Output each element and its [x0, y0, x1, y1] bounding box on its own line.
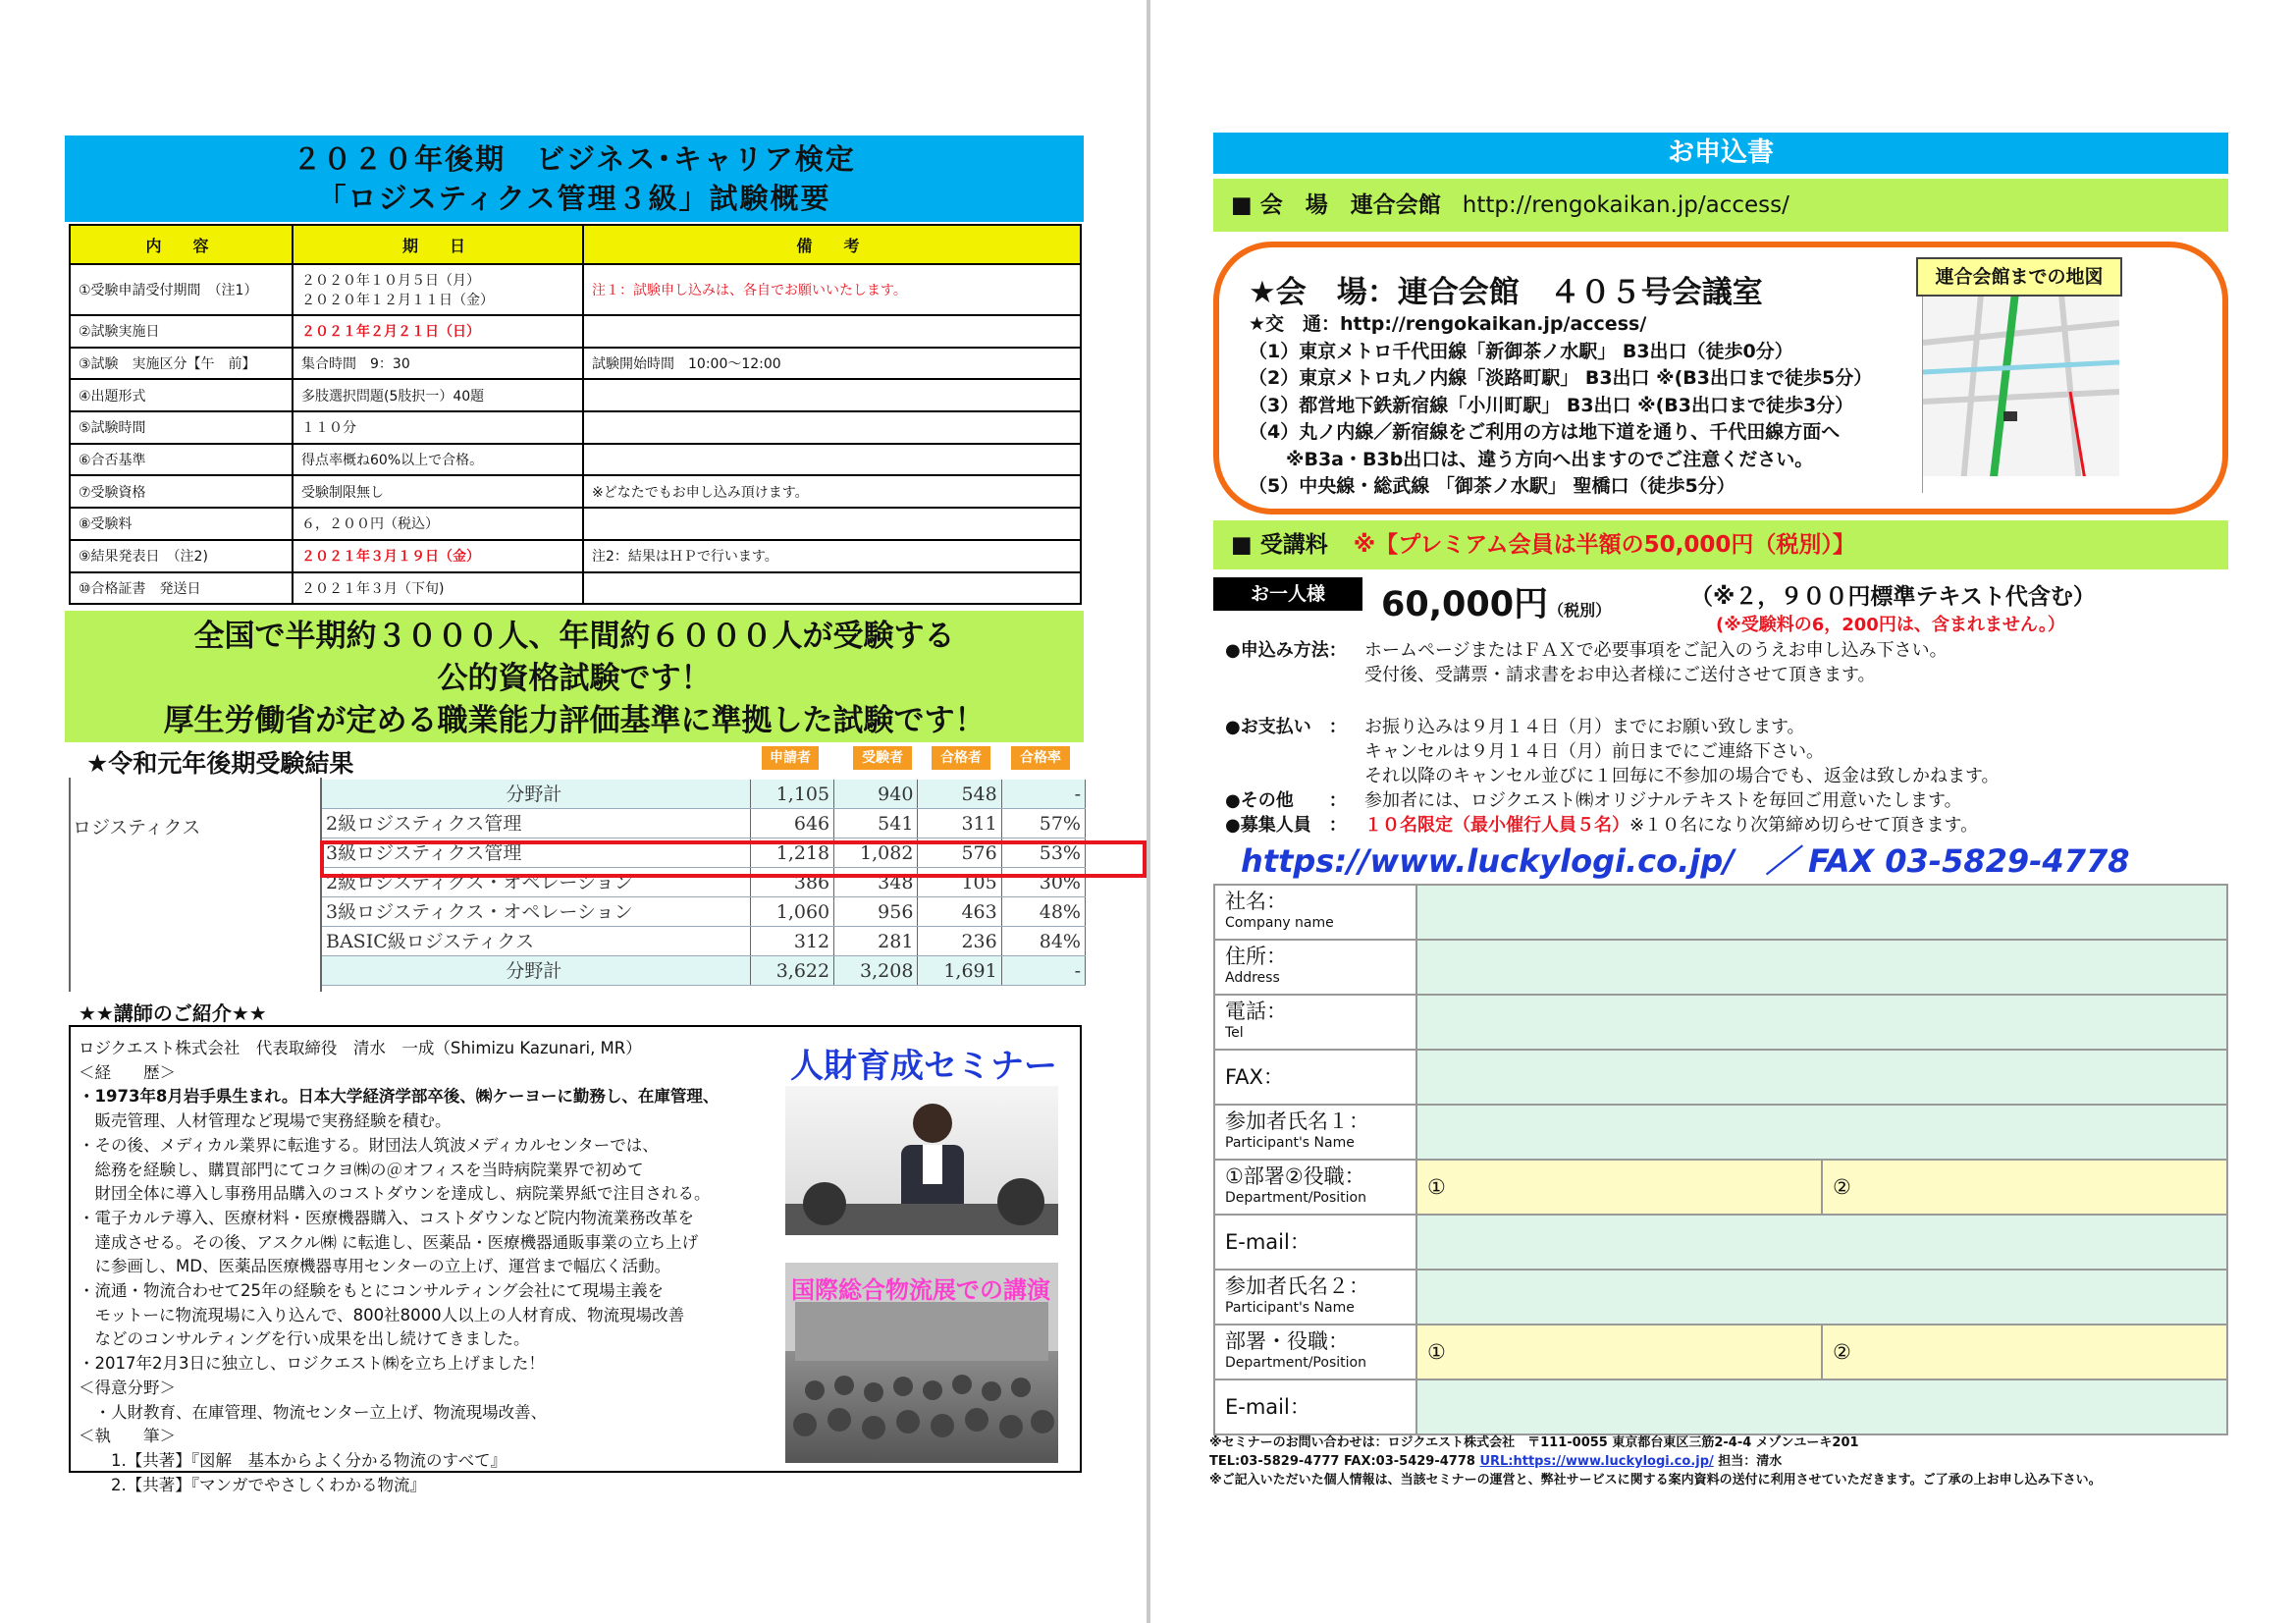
- expo-label: 国際総合物流展での講演: [791, 1276, 1050, 1304]
- overview-date: [293, 444, 583, 476]
- overview-item: ⑥合否基準: [70, 444, 293, 476]
- form-label-text: 参加者氏名２：: [1225, 1274, 1369, 1298]
- results-value: 312: [751, 927, 834, 955]
- results-row: [322, 927, 1086, 956]
- overview-item: ⑧受験料: [70, 508, 293, 540]
- results-value: 3,208: [834, 956, 918, 985]
- overview-date: [293, 475, 583, 508]
- venue-url-link[interactable]: http://rengokaikan.jp/access/: [1462, 192, 1789, 218]
- form-label-sub: Tel: [1225, 1025, 1244, 1041]
- overview-date: [293, 411, 583, 444]
- exam-title-line1: ２０２０年後期 ビジネス･キャリア検定: [293, 142, 856, 176]
- results-value: 281: [834, 927, 918, 955]
- results-value: 3,622: [751, 956, 834, 985]
- form-input-1[interactable]: [1416, 1160, 1822, 1215]
- form-label-text: 電話：: [1225, 1000, 1287, 1023]
- form-row: [1214, 1325, 2227, 1380]
- form-input[interactable]: [1416, 995, 2227, 1050]
- footer-line1: ※セミナーのお問い合わせは：ロジクエスト株式会社 〒111-0055 東京都台東区三筋2-4-4 メゾンユーキ201: [1209, 1435, 1859, 1450]
- instructor-line: ・2017年2月3日に独立し、ロジクエスト㈱を立ち上げました！: [79, 1354, 545, 1374]
- exam-fee-excluded-note: (※受験料の6，200円は、含まれません。）: [1716, 615, 2065, 635]
- results-value: 57%: [1002, 809, 1086, 838]
- instructor-line: ＜経 歴＞: [79, 1062, 176, 1082]
- results-label: 2級ロジスティクス・オペレーション: [322, 868, 751, 896]
- form-label-text: FAX：: [1225, 1065, 1284, 1089]
- form-label-sub: Participant's Name: [1225, 1300, 1355, 1316]
- overview-item: ④出題形式: [70, 379, 293, 411]
- overview-note: 注2：結果はＨＰで行います。: [583, 540, 1081, 572]
- form-input[interactable]: [1416, 1105, 2227, 1160]
- overview-note: [583, 508, 1081, 540]
- price-label: お一人様: [1213, 577, 1362, 611]
- overview-row: [70, 475, 1081, 508]
- access-line: （4）丸ノ内線／新宿線をご利用の方は地下道を通り、千代田線方面へ: [1249, 421, 1841, 443]
- instructor-line: 1.【共著】『図解 基本からよく分かる物流のすべて』: [79, 1450, 507, 1470]
- col-header-content: 内 容: [70, 225, 293, 264]
- overview-date: [293, 348, 583, 380]
- results-value: 1,218: [751, 839, 834, 867]
- price-tax: （税別）: [1548, 601, 1612, 620]
- overview-date: [293, 264, 583, 315]
- form-label: [1214, 885, 1416, 940]
- overview-item: ⑤試験時間: [70, 411, 293, 444]
- overview-date: [293, 315, 583, 348]
- col-header-date: 期 日: [293, 225, 583, 264]
- results-value: 463: [918, 897, 1001, 926]
- form-input-2[interactable]: [1822, 1325, 2227, 1380]
- footer-url-link[interactable]: URL:https://www.luckylogi.co.jp/: [1479, 1454, 1714, 1469]
- results-value: 548: [918, 780, 1001, 808]
- results-value: 386: [751, 868, 834, 896]
- apply-line2: 受付後、受講票・請求書をお申込者様にご送付させて頂きます。: [1364, 665, 1876, 685]
- text-included-note: （※２，９００円標準テキスト代含む）: [1690, 584, 2096, 610]
- form-label-text: ①部署②役職：: [1225, 1164, 1365, 1188]
- apply-line1: ホームページまたはＦＡＸで必要事項をご記入のうえお申し込み下さい。: [1364, 640, 1948, 661]
- results-value: 53%: [1002, 839, 1086, 867]
- price: [1381, 577, 1611, 626]
- form-input-marker: ②: [1833, 1340, 1851, 1364]
- exam-promo-box: [65, 611, 1084, 742]
- form-input-marker: ①: [1427, 1340, 1446, 1364]
- overview-date-line1: 受験制限無し: [301, 484, 384, 501]
- results-value: 1,691: [918, 956, 1001, 985]
- seminar-label: 人財育成セミナー: [790, 1047, 1057, 1086]
- instructor-line: ・1973年8月岩手県生まれ。日本大学経済学部卒後、㈱ケーヨーに勤務し、在庫管理、: [79, 1087, 720, 1107]
- results-title: ★令和元年後期受験結果: [86, 749, 354, 778]
- overview-row: [70, 572, 1081, 605]
- recruit-limit: １０名限定（最小催行人員５名）: [1364, 815, 1629, 836]
- instructor-line: 販売管理、人材管理など現場で実務経験を積む。: [79, 1111, 452, 1131]
- exam-title-line2: 「ロジスティクス管理３級」試験概要: [317, 182, 831, 215]
- overview-note: [583, 572, 1081, 605]
- access-line: （5）中央線・総武線 「御茶ノ水駅」 聖橋口（徒歩5分）: [1249, 475, 1735, 497]
- access-line: （2）東京メトロ丸ノ内線「淡路町駅」 B3出口 ※(B3出口まで徒歩5分）: [1249, 367, 1873, 389]
- overview-row: [70, 348, 1081, 380]
- apply-label: ●申込み方法：: [1225, 640, 1347, 661]
- instructor-line: などのコンサルティングを行い成果を出し続けてきました。: [79, 1329, 530, 1349]
- overview-note: [583, 379, 1081, 411]
- overview-date: [293, 572, 583, 605]
- footer-tel-fax: TEL:03-5829-4777 FAX:03-5429-4778: [1209, 1454, 1480, 1469]
- overview-date-line1: ６，２００円（税込）: [301, 516, 439, 533]
- overview-item: ⑦受験資格: [70, 475, 293, 508]
- results-row: [322, 809, 1086, 839]
- form-label: [1214, 1270, 1416, 1325]
- overview-item: ⑩合格証書 発送日: [70, 572, 293, 605]
- overview-date-line1: 多肢選択問題(5肢択一）40題: [301, 388, 485, 405]
- results-value: 541: [834, 809, 918, 838]
- overview-date-line1: ２０２１年３月１９日（金）: [301, 549, 480, 566]
- instructor-line: ・その後、メディカル業界に転進する。財団法人筑波メディカルセンターでは、: [79, 1135, 659, 1155]
- access-line: （3）都営地下鉄新宿線「小川町駅」 B3出口 ※(B3出口まで徒歩3分）: [1249, 394, 1854, 416]
- form-input-marker: ②: [1833, 1175, 1851, 1199]
- results-value: 1,082: [834, 839, 918, 867]
- other-label: ●その他 ：: [1225, 790, 1347, 811]
- footer-line2: [1209, 1452, 2236, 1471]
- overview-item: ②試験実施日: [70, 315, 293, 348]
- results-label: 3級ロジスティクス・オペレーション: [322, 897, 751, 926]
- venue-bar: [1213, 179, 2228, 232]
- form-label-sub: Company name: [1225, 915, 1334, 931]
- fee-label: ■ 受講料: [1231, 532, 1328, 558]
- contact-footer: [1209, 1434, 2236, 1489]
- overview-note: [583, 315, 1081, 348]
- application-page: [1150, 0, 2296, 1623]
- instructor-line: ・電子カルテ導入、医療材料・医療機器購入、コストダウンなど院内物流業務改革を: [79, 1208, 694, 1227]
- instructor-line: モットーに物流現場に入り込んで、800社8000人以上の人材育成、物流現場改善: [79, 1305, 685, 1325]
- results-value: 1,105: [751, 780, 834, 808]
- results-label: 分野計: [322, 780, 751, 808]
- results-label: 2級ロジスティクス管理: [322, 809, 751, 838]
- overview-date-line1: ２０２１年２月２１日（日）: [301, 324, 480, 341]
- pay-line3: それ以降のキャンセル並びに１回毎に不参加の場合でも、返金は致しかねます。: [1364, 766, 2000, 786]
- form-row: [1214, 885, 2227, 940]
- form-row: [1214, 1160, 2227, 1215]
- results-value: 236: [918, 927, 1001, 955]
- promo-line2: 公的資格試験です！: [437, 661, 712, 696]
- overview-row: [70, 508, 1081, 540]
- form-label: [1214, 1325, 1416, 1380]
- recruit-label: ●募集人員 ：: [1225, 815, 1347, 836]
- map-label: 連合会館までの地図: [1916, 257, 2122, 297]
- venue-map: [1922, 283, 2118, 493]
- results-value: -: [1002, 780, 1086, 808]
- overview-note: [583, 411, 1081, 444]
- overview-note: [583, 444, 1081, 476]
- overview-date-line2: ２０２０年１２月１１日（金）: [301, 293, 494, 308]
- promo-line3: 厚生労働省が定める職業能力評価基準に準拠した試験です！: [163, 703, 986, 738]
- overview-row: [70, 411, 1081, 444]
- form-label: [1214, 1050, 1416, 1105]
- col-header-note: 備 考: [583, 225, 1081, 264]
- access-line: ※B3a・B3b出口は、違う方向へ出ますのでご注意ください。: [1249, 448, 1814, 470]
- overview-item: ①受験申請受付期間 （注1）: [70, 264, 293, 315]
- instructor-line: 総務を経験し、購買部門にてコクヨ㈱の＠オフィスを当時病院業界で初めて: [79, 1160, 644, 1179]
- results-value: 48%: [1002, 897, 1086, 926]
- form-label-text: 部署・役職：: [1225, 1329, 1349, 1353]
- results-label: 3級ロジスティクス管理: [322, 839, 751, 867]
- form-input[interactable]: [1416, 1380, 2227, 1434]
- overview-item: ③試験 実施区分【午 前】: [70, 348, 293, 380]
- venue-label: ■ 会 場 連合会館: [1231, 192, 1441, 218]
- form-label-text: 社名：: [1225, 890, 1287, 913]
- overview-note: ※どなたでもお申し込み頂けます。: [583, 475, 1081, 508]
- recruit-line: [1364, 813, 1978, 838]
- results-row: [322, 897, 1086, 927]
- results-value: 105: [918, 868, 1001, 896]
- form-label: [1214, 1105, 1416, 1160]
- results-value: 30%: [1002, 868, 1086, 896]
- instructor-line: ・人財教育、在庫管理、物流センター立上げ、物流現場改善、: [79, 1402, 548, 1422]
- fee-bar: [1213, 520, 2228, 569]
- form-label-sub: Department/Position: [1225, 1190, 1366, 1206]
- instructor-line: に参画し、MD、医薬品医療機器専用センターの立上げ、運営まで幅広く活動。: [79, 1257, 671, 1276]
- form-label-sub: Participant's Name: [1225, 1135, 1355, 1151]
- results-value: 1,060: [751, 897, 834, 926]
- exam-overview-table: [69, 224, 1082, 605]
- form-row: [1214, 1270, 2227, 1325]
- instructor-line: 2.【共著】『マンガでやさしくわかる物流』: [79, 1475, 426, 1494]
- footer-contact-person: 担当：清水: [1713, 1454, 1783, 1469]
- form-row: [1214, 1380, 2227, 1434]
- results-header-pass-rate: 合格率: [1011, 746, 1070, 770]
- results-value: 646: [751, 809, 834, 838]
- speaker-photo: [785, 1086, 1058, 1235]
- form-input-2[interactable]: [1822, 1160, 2227, 1215]
- results-row: [322, 956, 1086, 986]
- results-value: 940: [834, 780, 918, 808]
- form-row: [1214, 1215, 2227, 1270]
- form-input[interactable]: [1416, 940, 2227, 995]
- overview-row: [70, 315, 1081, 348]
- form-label-sub: Address: [1225, 970, 1280, 986]
- form-label-text: E-mail：: [1225, 1395, 1310, 1419]
- exam-title: [65, 135, 1084, 222]
- instructor-line: 達成させる。その後、アスクル㈱ に転進し、医薬品・医療機器通販事業の立ち上げ: [79, 1232, 699, 1252]
- footer-line3: ※ご記入いただいた個人情報は、当該セミナーの運営と、弊社サービスに関する案内資料の送付に利用させていただきます。ご了承の上お申し込み下さい。: [1209, 1473, 2102, 1488]
- form-row: [1214, 995, 2227, 1050]
- form-input[interactable]: [1416, 1270, 2227, 1325]
- instructor-line: 財団全体に導入し事務用品購入のコストダウンを達成し、病院業界紙で注目される。: [79, 1184, 711, 1204]
- fee-premium: ※【プレミアム会員は半額の50,000円（税別）】: [1353, 532, 1855, 558]
- form-input-marker: ①: [1427, 1175, 1446, 1199]
- results-label: 分野計: [322, 956, 751, 985]
- instructor-line: ＜執 筆＞: [79, 1427, 176, 1446]
- results-row: [322, 780, 1086, 809]
- instructor-line: ＜得意分野＞: [79, 1378, 176, 1397]
- form-row: [1214, 940, 2227, 995]
- results-table: [69, 778, 1086, 992]
- form-label-text: 参加者氏名１：: [1225, 1109, 1369, 1133]
- overview-note: 注１：試験申し込みは、各自でお願いいたします。: [583, 264, 1081, 315]
- form-row: [1214, 1050, 2227, 1105]
- form-input[interactable]: [1416, 1050, 2227, 1105]
- venue-heading: ★会 場：連合会館 ４０５号会議室: [1249, 275, 1763, 310]
- results-label: BASIC級ロジスティクス: [322, 927, 751, 955]
- form-label-text: E-mail：: [1225, 1230, 1310, 1254]
- pay-line1: お振り込みは９月１４日（月）までにお願い致します。: [1364, 717, 1805, 737]
- results-value: 311: [918, 809, 1001, 838]
- promo-line1: 全国で半期約３０００人、年間約６０００人が受験する: [193, 619, 955, 654]
- overview-page: [0, 0, 1147, 1623]
- overview-item: ⑨結果発表日 （注2): [70, 540, 293, 572]
- form-input[interactable]: [1416, 885, 2227, 940]
- results-value: 84%: [1002, 927, 1086, 955]
- recruit-deadline: ※１０名になり次第締め切らせて頂きます。: [1629, 815, 1979, 836]
- results-value: 348: [834, 868, 918, 896]
- overview-note: 試験開始時間 10:00～12:00: [583, 348, 1081, 380]
- pay-label: ●お支払い ：: [1225, 717, 1347, 737]
- form-input[interactable]: [1416, 1215, 2227, 1270]
- results-category: ロジスティクス: [73, 817, 201, 839]
- results-header-applicants: 申請者: [762, 746, 819, 770]
- instructor-title: ★★講師のご紹介★★: [79, 1001, 267, 1025]
- form-row: [1214, 1105, 2227, 1160]
- application-title: お申込書: [1213, 133, 2228, 174]
- overview-date: [293, 379, 583, 411]
- form-label-text: 住所：: [1225, 945, 1287, 968]
- overview-date-line1: １１０分: [301, 420, 356, 437]
- pay-line2: キャンセルは９月１４日（月）前日までにご連絡下さい。: [1364, 741, 1824, 762]
- form-input-1[interactable]: [1416, 1325, 1822, 1380]
- overview-row: [70, 540, 1081, 572]
- form-label-sub: Department/Position: [1225, 1355, 1366, 1371]
- overview-date-line1: ２０２０年１０月５日（月）: [301, 273, 480, 289]
- url-fax-line[interactable]: https://www.luckylogi.co.jp/ ／ FAX 03-5829-4778: [1241, 842, 2130, 880]
- other-line: 参加者には、ロジクエスト㈱オリジナルテキストを毎回ご用意いたします。: [1364, 790, 1962, 811]
- overview-row: [70, 264, 1081, 315]
- application-form: [1213, 884, 2228, 1435]
- overview-date: [293, 540, 583, 572]
- overview-date-line1: 得点率概ね60%以上で合格。: [301, 453, 484, 469]
- overview-row: [70, 444, 1081, 476]
- form-label: [1214, 1160, 1416, 1215]
- price-value: 60,000円: [1381, 585, 1549, 624]
- results-value: 576: [918, 839, 1001, 867]
- overview-date-line1: ２０２１年３月（下旬): [301, 580, 445, 597]
- overview-row: [70, 379, 1081, 411]
- form-label: [1214, 1215, 1416, 1270]
- instructor-line: ロジクエスト株式会社 代表取締役 清水 一成（Shimizu Kazunari, MR）: [79, 1039, 642, 1057]
- form-label: [1214, 940, 1416, 995]
- instructor-line: ・流通・物流合わせて25年の経験をもとにコンサルティング会社にて現場主義を: [79, 1281, 665, 1301]
- form-label: [1214, 1380, 1416, 1434]
- results-value: -: [1002, 956, 1086, 985]
- access-line: （1）東京メトロ千代田線「新御茶ノ水駅」 B3出口（徒歩0分）: [1249, 340, 1793, 362]
- overview-date: [293, 508, 583, 540]
- overview-date-line1: 集合時間 9：30: [301, 356, 410, 373]
- results-value: 956: [834, 897, 918, 926]
- access-line: ★交 通：http://rengokaikan.jp/access/: [1249, 313, 1647, 335]
- results-header-examinees: 受験者: [853, 746, 912, 770]
- form-label: [1214, 995, 1416, 1050]
- results-header-passers: 合格者: [932, 746, 990, 770]
- highlight-box: [320, 840, 1147, 878]
